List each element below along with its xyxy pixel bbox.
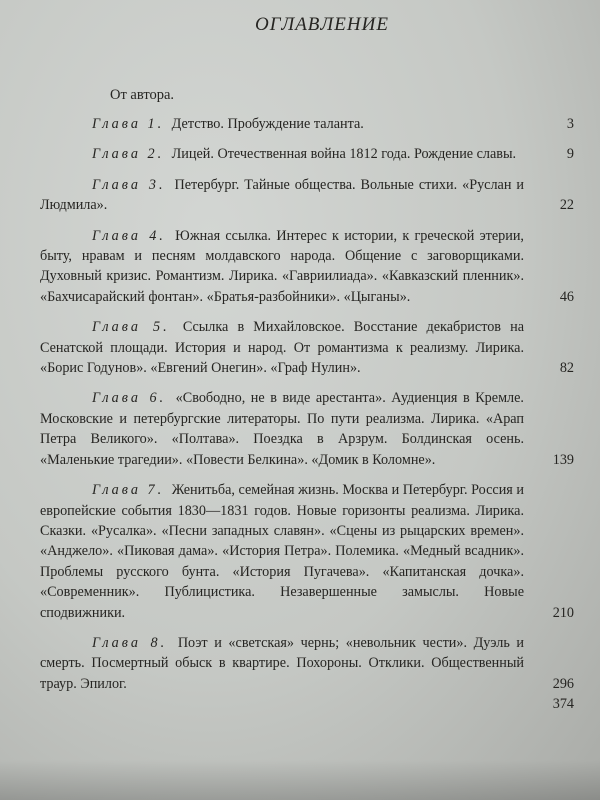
toc-entry-chapter-1 — [40, 114, 574, 134]
page-number: 9 — [566, 146, 574, 163]
chapter-text: Южная ссылка. Интерес к истории, к греческой этерии, быту, нравам и песням молдавского народа. Общение с заговорщиками. Духовный кризис. Романтизм. Лирика. «Гавриилиада». «Кавказский пленник». «Бахчисарайский фонтан». «Братья-разбойники». «Цыганы». — [40, 227, 524, 305]
chapter-label: Глава 4. — [92, 227, 166, 244]
page-number: 139 — [552, 451, 574, 468]
chapter-text: Поэт и «светская» чернь; «невольник чести». Дуэль и смерть. Посмертный обыск в квартире. Похороны. Отклики. Общественный траур. Эпилог. — [40, 634, 524, 692]
page-number: 22 — [559, 197, 574, 214]
chapter-text: Лицей. Отечественная война 1812 года. Рождение славы. — [171, 146, 517, 163]
chapter-text: Петербург. Тайные общества. Вольные стихи. «Руслан и Людмила». — [40, 176, 524, 214]
page-number: 82 — [559, 360, 574, 377]
chapter-label: Глава 6. — [92, 390, 167, 407]
toc-entry-epilog-page — [40, 694, 574, 714]
photo-shadow — [0, 760, 600, 800]
chapter-text: «Свободно, не в виде арестанта». Аудиенция в Кремле. Московские и петербургские литераторы. По пути реализма. Лирика. «Арап Петра Великого». «Полтава». Поездка в Арзрум. Болдинская осень. «Маленькие трагедии». «Повести Белкина». «Домик в Коломне». — [40, 390, 524, 468]
chapter-label: Глава 1. — [92, 116, 165, 132]
toc-entry-chapter-6 — [40, 388, 574, 470]
toc-entry-chapter-5 — [40, 317, 574, 378]
chapter-text: Ссылка в Михайловское. Восстание декабристов на Сенатской площади. История и народ. От романтизма к реализму. Лирика. «Борис Годунов». «Евгений Онегин». «Граф Нулин». — [40, 319, 525, 377]
chapter-label: Глава 5. — [92, 319, 170, 336]
chapter-label: Глава 3. — [92, 176, 166, 193]
toc-entry-chapter-4 — [40, 226, 574, 308]
toc-entry-chapter-7 — [40, 480, 574, 623]
page-number: 3 — [566, 116, 574, 132]
page-title: ОГЛАВЛЕНИЕ — [255, 14, 389, 35]
intro-label: От автора. — [110, 87, 175, 103]
chapter-text: Детство. Пробуждение таланта. — [171, 116, 364, 132]
chapter-text: Женитьба, семейная жизнь. Москва и Петербург. Россия и европейские события 1830—1831 годов. Новые горизонты реализма. Лирика. Сказки. «Русалка». «Песни западных славян». «Сцены из рыцарских времен». «Анджело». «Пиковая дама». «История Петра». Полемика. «Медный всадник». Проблемы русского бунта. «История Пугачева». «Капитанская дочка». «Современник». Публицистика. Незавершенные замыслы. Новые сподвижники. — [40, 482, 524, 621]
page-number: 374 — [552, 696, 574, 713]
page-number: 46 — [559, 288, 574, 305]
toc-entry-chapter-2 — [40, 144, 574, 164]
chapter-label: Глава 2. — [92, 146, 165, 163]
page-number: 296 — [552, 675, 574, 692]
chapter-label: Глава 8. — [92, 634, 168, 651]
toc-entry-chapter-8 — [40, 633, 574, 694]
toc-entry-chapter-3 — [40, 175, 574, 216]
chapter-label: Глава 7. — [92, 482, 165, 499]
page-number: 210 — [552, 604, 574, 621]
toc-entry-intro — [110, 84, 574, 106]
